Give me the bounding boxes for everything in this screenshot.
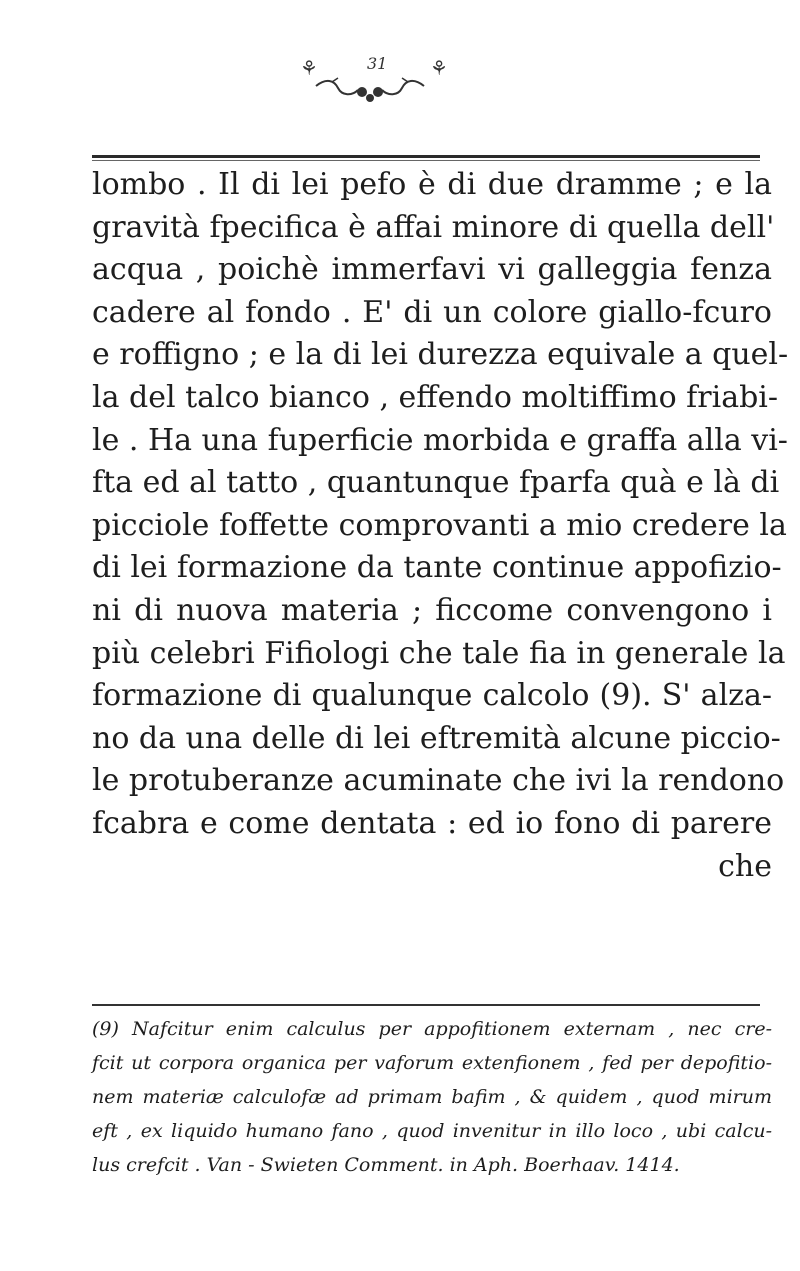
header-rule-thin (92, 160, 760, 161)
text-line: e roffigno ; e la di lei durezza equivale a quel- (92, 337, 789, 373)
text-line: fcabra e come dentata : ed io fono di parere (92, 805, 772, 841)
text-line: più celebri Fifiologi che tale fia in generale la (92, 635, 786, 671)
text-line: cadere al fondo . E' di un colore giallo-fcuro (92, 294, 772, 330)
text-line: picciole foffette comprovanti a mio credere la (92, 507, 787, 543)
ornament-left-icon: ⚘ (300, 56, 318, 80)
text-line: no da una delle di lei eftremità alcune piccio- (92, 720, 781, 756)
footnote-line: nem materiæ calculofæ ad primam bafim , & quidem , quod mirum (92, 1086, 772, 1108)
text-line: lombo . Il di lei pefo è di due dramme ; e la (92, 167, 772, 202)
text-line: formazione di qualunque calcolo (9). S' alza- (92, 678, 772, 714)
page-number: 31 (367, 54, 388, 73)
catchword: che (718, 848, 772, 884)
body-text (92, 164, 789, 888)
floral-swirl-icon (312, 76, 428, 106)
footnote-line: fcit ut corpora organica per vaforum extenfionem , fed per depofitio- (92, 1052, 772, 1074)
ornament-right-icon: ⚘ (430, 56, 448, 80)
text-line: la del talco bianco , effendo moltiffimo friabi- (92, 379, 779, 415)
text-line: le protuberanze acuminate che ivi la rendono (92, 763, 785, 799)
text-line: ni di nuova materia ; ficcome convengono i (92, 592, 772, 628)
footnote-line: (9) Nafcitur enim calculus per appofitionem externam , nec cre- (92, 1018, 772, 1040)
text-line: di lei formazione da tante continue appofizio- (92, 550, 782, 586)
footnote-line: lus crefcit . Van - Swieten Comment. in Aph. Boerhaav. 1414. (92, 1154, 680, 1176)
text-line: gravità fpecifica è affai minore di quella dell' (92, 209, 775, 245)
text-line: fta ed al tatto , quantunque fparfa quà e là di (92, 465, 780, 501)
page-header (0, 50, 800, 110)
text-line: acqua , poichè immerfavi vi galleggia fenza (92, 252, 772, 288)
header-rule-thick (92, 155, 760, 158)
text-line: le . Ha una fuperficie morbida e graffa alla vi- (92, 422, 788, 458)
footnote-line: eft , ex liquido humano fano , quod invenitur in illo loco , ubi calcu- (92, 1120, 772, 1142)
footnote (92, 1012, 772, 1182)
footnote-rule (92, 1004, 760, 1006)
